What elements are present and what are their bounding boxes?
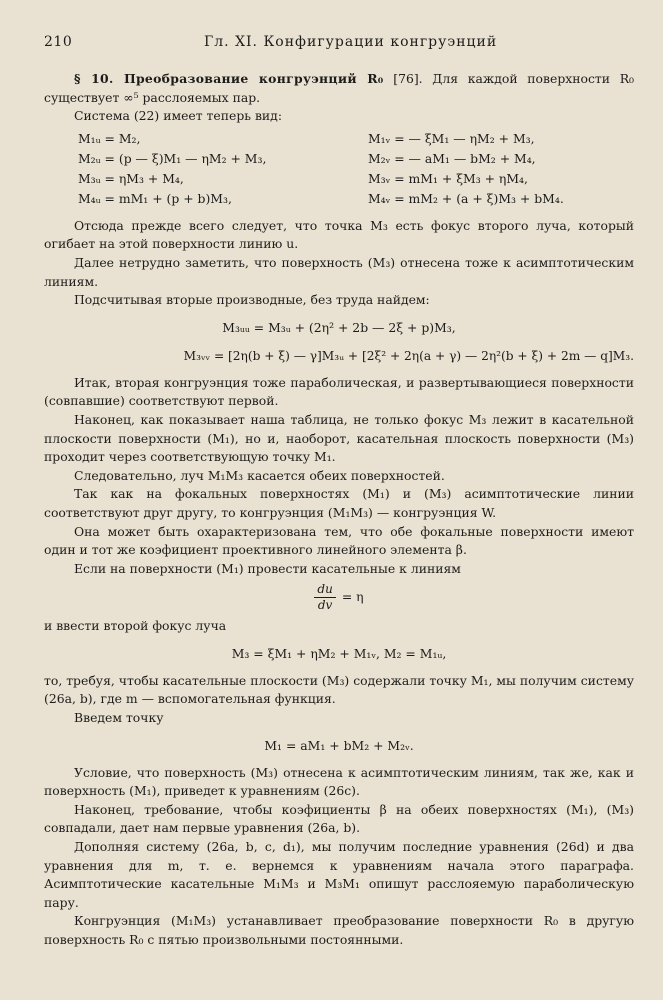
- system-equation: M₁ᵤ = M₂,: [78, 130, 141, 146]
- running-head: Гл. XI. Конфигурации конгруэнций: [204, 34, 498, 50]
- page-number: 210: [44, 34, 73, 50]
- formula-fraction: [44, 582, 634, 613]
- paragraph: Так как на фокальных поверхностях (M₁) и (M₃) асимптотические линии соответствуют друг другу, то конгруэнция (M₁M₃) — конгруэнция W.: [44, 486, 634, 520]
- paragraph-system-intro: Система (22) имеет теперь вид:: [74, 108, 282, 124]
- page-header: [44, 34, 629, 54]
- system-equation: M₂ᵤ = (p — ξ)M₁ — ηM₂ + M₃,: [78, 150, 267, 166]
- paragraph: Итак, вторая конгруэнция тоже параболическая, и развертывающиеся поверхности (совпавшие) соответствуют первой.: [44, 374, 634, 409]
- paragraph: Отсюда прежде всего следует, что точка M₃ есть фокус второго луча, который огибает на этой поверхности линию u.: [44, 217, 634, 252]
- paragraph: Она может быть охарактеризована тем, что обе фокальные поверхности имеют один и тот же коэфициент проективного линейного элемента β.: [44, 523, 634, 558]
- paragraph: Введем точку: [74, 710, 164, 726]
- formula-second-derivative-v: M₃ᵥᵥ = [2η(b + ξ) — γ]M₃ᵤ + [2ξ² + 2η(a + γ) — 2η²(b + ξ) + 2m — q]M₃.: [183, 348, 634, 363]
- paragraph: Следовательно, луч M₁M₃ касается обеих поверхностей.: [74, 467, 445, 483]
- fraction-numerator: du: [314, 582, 335, 598]
- system-equation: M₃ᵥ = mM₁ + ξM₃ + ηM₄,: [368, 170, 528, 186]
- formula-second-focus: M₃ = ξM₁ + ηM₂ + M₁ᵥ, M₂ = M₁ᵤ,: [231, 645, 447, 661]
- paragraph: Наконец, требование, чтобы коэфициенты β на обеих поверхностях (M₁), (M₃) совпадали, дает нам первые уравнения (26a, b).: [44, 801, 634, 836]
- system-equation: M₃ᵤ = ηM₃ + M₄,: [78, 170, 184, 186]
- paragraph: то, требуя, чтобы касательные плоскости (M₃) содержали точку M₁, мы получим систему (26a, b), где m — вспомогательная функция.: [44, 672, 634, 707]
- paragraph: Далее нетрудно заметить, что поверхность (M₃) отнесена тоже к асимптотическим линиям.: [44, 254, 634, 289]
- paragraph: Конгруэнция (M₁M₃) устанавливает преобразование поверхности R₀ в другую поверхность R₀ с пятью произвольными постоянными.: [44, 913, 634, 947]
- system-equation: M₄ᵤ = mM₁ + (p + b)M₃,: [78, 190, 232, 206]
- formula-point: M₁ = aM₁ + bM₂ + M₂ᵥ.: [264, 737, 414, 753]
- system-equation: M₂ᵥ = — aM₁ — bM₂ + M₄,: [368, 150, 536, 166]
- section-paragraph: [44, 70, 634, 107]
- equation-system: [44, 129, 634, 209]
- section-intro: [76]. Для каждой поверхности R₀ существует ∞⁵ расслояемых пар.: [44, 71, 634, 105]
- section-title: § 10. Преобразование конгруэнций R₀: [74, 71, 384, 86]
- fraction-rhs: = η: [341, 589, 364, 605]
- page-body: [44, 70, 634, 950]
- paragraph: Подсчитывая вторые производные, без труда найдем:: [74, 292, 430, 308]
- paragraph: Условие, что поверхность (M₃) отнесена к асимптотическим линиям, так же, как и поверхность (M₁), приведет к уравнениям (26c).: [44, 764, 634, 799]
- paragraph: Наконец, как показывает наша таблица, не только фокус M₃ лежит в касательной плоскости поверхности (M₁), но и, наоборот, касательная плоскость поверхности (M₃) проходит через соответствующую точку M₁.: [44, 411, 634, 465]
- system-equation: M₄ᵥ = mM₂ + (a + ξ)M₃ + bM₄.: [368, 190, 564, 206]
- paragraph: Дополняя систему (26a, b, c, d₁), мы получим последние уравнения (26d) и два уравнения для m, т. е. вернемся к уравнениям начала этого параграфа. Асимптотические касательные M₁M₃ и M₃M₁ опишут расслояемую параболическую пару.: [44, 839, 634, 910]
- system-equation: M₁ᵥ = — ξM₁ — ηM₂ + M₃,: [368, 130, 535, 146]
- paragraph: Если на поверхности (M₁) провести касательные к линиям: [74, 560, 461, 576]
- formula-second-derivative-u: M₃ᵤᵤ = M₃ᵤ + (2η² + 2b — 2ξ + p)M₃,: [222, 319, 456, 335]
- paragraph: и ввести второй фокус луча: [44, 618, 227, 634]
- fraction-denominator: dv: [317, 598, 333, 613]
- fraction: [314, 582, 335, 613]
